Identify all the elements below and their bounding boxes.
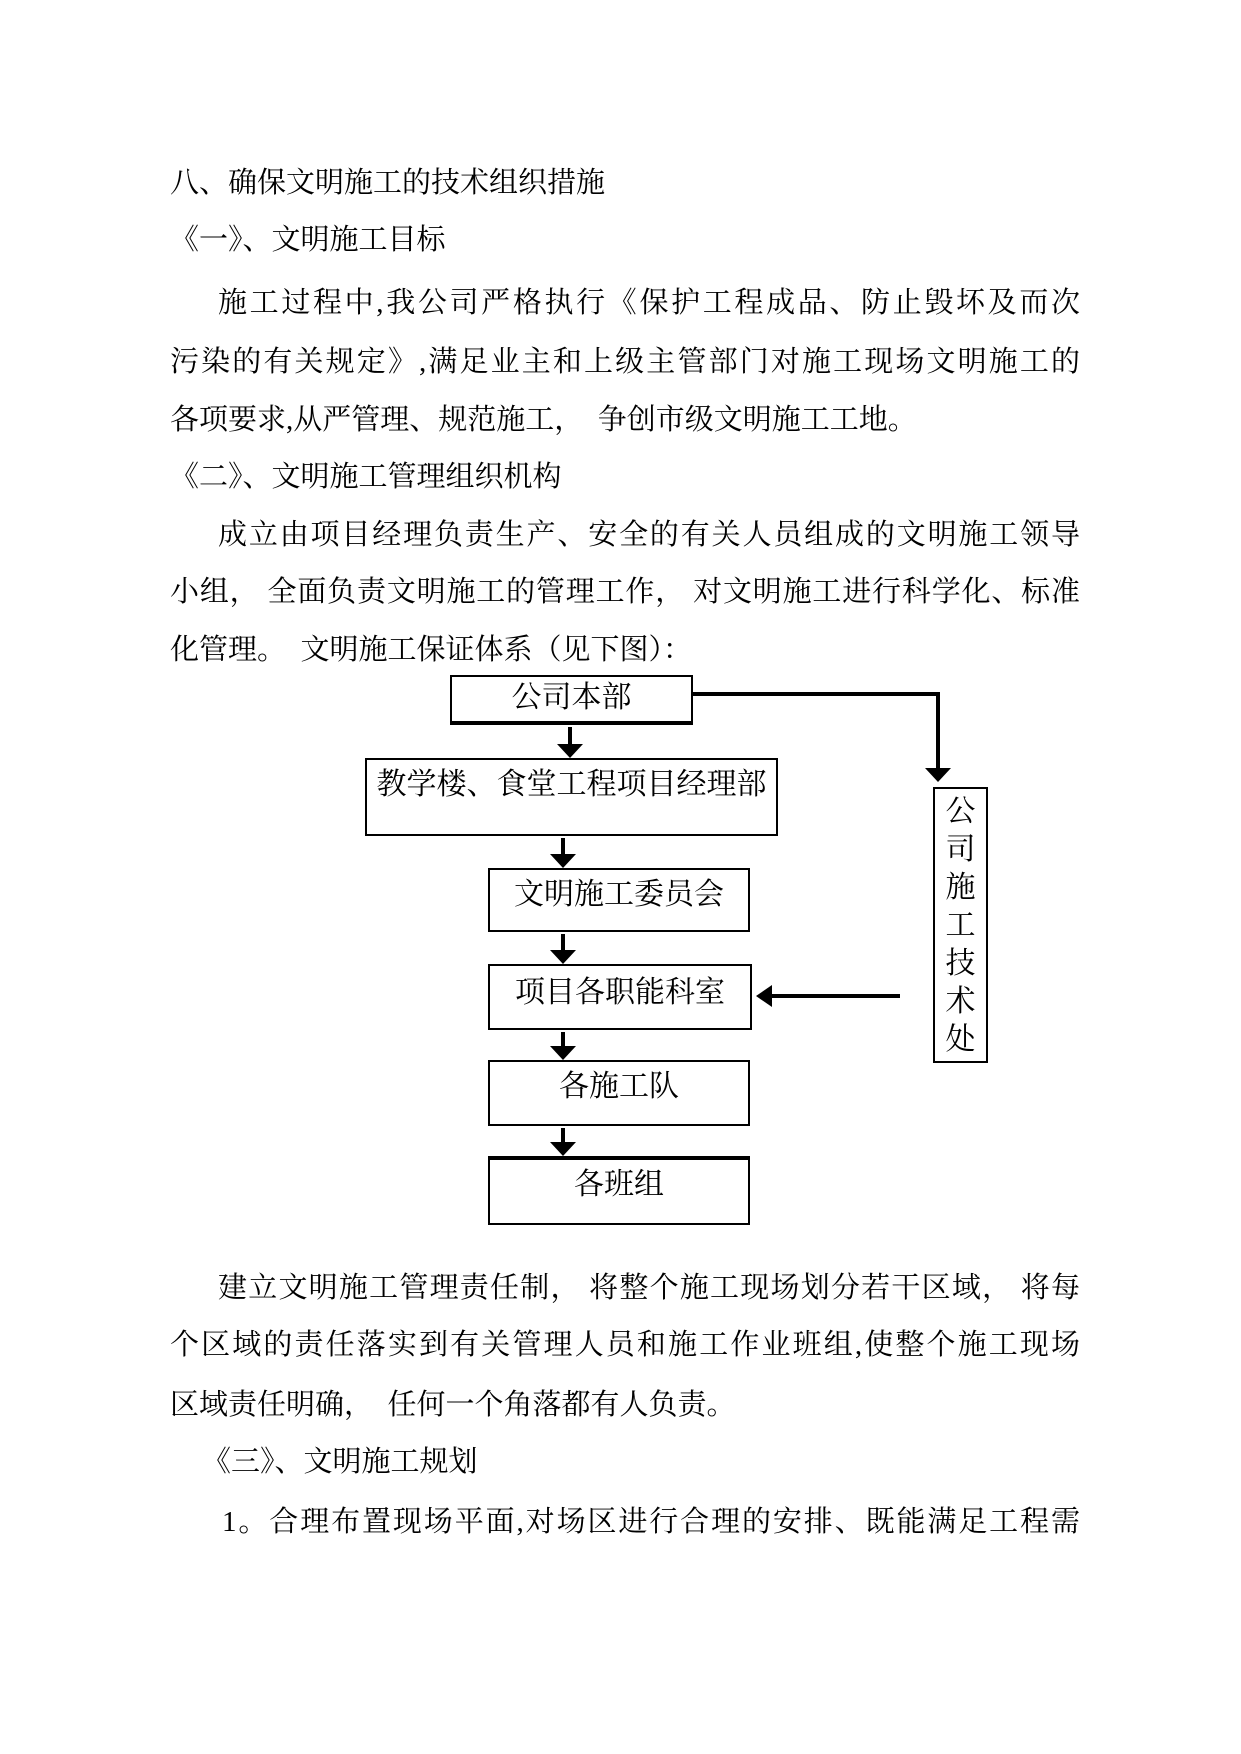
arrow-line [568, 727, 572, 745]
paragraph-line: 污染的有关规定》,满足业主和上级主管部门对施工现场文明施工的 [170, 346, 1080, 378]
flowchart-node-tech-division: 公司施工技术处 [933, 787, 988, 1063]
heading-sub-3: 《三》、文明施工规划 [202, 1446, 478, 1478]
arrow-down-icon [925, 768, 951, 782]
connector-line [936, 692, 940, 770]
heading-sub-2: 《二》、文明施工管理组织机构 [170, 461, 562, 493]
paragraph-line: 小组， 全面负责文明施工的管理工作， 对文明施工进行科学化、标准 [170, 576, 1080, 608]
paragraph-line: 建立文明施工管理责任制， 将整个施工现场划分若干区域， 将每 [218, 1272, 1080, 1304]
arrow-down-icon [550, 1142, 576, 1156]
flowchart-node-project-dept: 教学楼、食堂工程项目经理部 [365, 758, 778, 836]
flowchart-node-work-groups: 各班组 [488, 1156, 750, 1225]
connector-line [772, 994, 900, 998]
arrow-down-icon [557, 744, 583, 758]
flowchart-node-committee: 文明施工委员会 [488, 868, 750, 932]
paragraph-line: 1。合理布置现场平面,对场区进行合理的安排、既能满足工程需 [222, 1506, 1080, 1538]
arrow-left-icon [756, 985, 772, 1007]
paragraph-line: 施工过程中,我公司严格执行《保护工程成品、防止毁坏及而次 [218, 287, 1080, 319]
heading-sub-1: 《一》、文明施工目标 [170, 224, 446, 256]
paragraph-line: 区域责任明确， 任何一个角落都有人负责。 [170, 1389, 736, 1421]
flowchart-node-construction-teams: 各施工队 [488, 1060, 750, 1126]
paragraph-line: 化管理。 文明施工保证体系（见下图）： [170, 634, 693, 666]
connector-line [693, 692, 938, 696]
heading-section: 八、确保文明施工的技术组织措施 [170, 167, 606, 199]
paragraph-line: 各项要求,从严管理、规范施工， 争创市级文明施工工地。 [170, 404, 917, 436]
paragraph-line: 成立由项目经理负责生产、安全的有关人员组成的文明施工领导 [218, 519, 1080, 551]
flowchart-node-functional-offices: 项目各职能科室 [488, 964, 752, 1030]
arrow-down-icon [550, 1046, 576, 1060]
paragraph-line: 个区域的责任落实到有关管理人员和施工作业班组,使整个施工现场 [170, 1329, 1080, 1361]
arrow-down-icon [550, 854, 576, 868]
arrow-down-icon [550, 950, 576, 964]
flowchart-node-company-hq: 公司本部 [450, 675, 693, 725]
